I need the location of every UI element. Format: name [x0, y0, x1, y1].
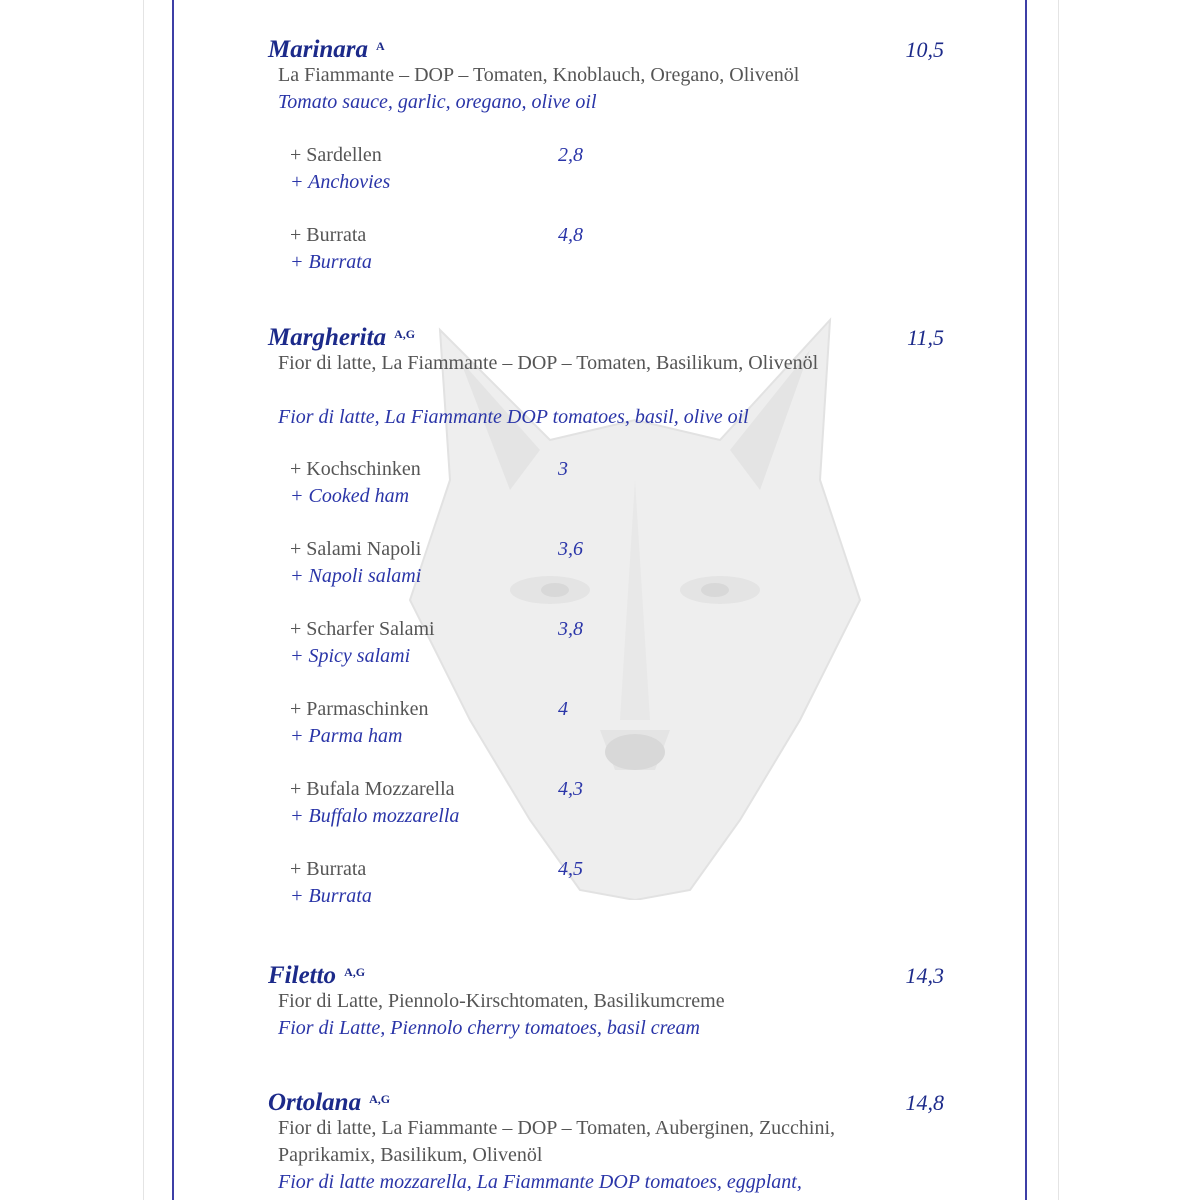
addon-label-de: + Bufala Mozzarella: [290, 778, 455, 800]
addon-label-en: + Cooked ham: [290, 485, 410, 507]
item-description-en: Fior di latte, La Fiammante DOP tomatoes, basil, olive oil: [278, 406, 749, 428]
item-name: Marinara: [268, 36, 369, 63]
allergen-codes: A,G: [369, 1092, 391, 1106]
item-price: 14,8: [905, 1090, 944, 1115]
item-description-de: Fior di latte, La Fiammante – DOP – Tomaten, Auberginen, Zucchini, Paprikamix, Basilikum, Olivenöl: [278, 1117, 836, 1166]
item-description-de: Fior di Latte, Piennolo-Kirschtomaten, Basilikumcreme: [278, 990, 725, 1012]
item-description-en: Fior di Latte, Piennolo cherry tomatoes, basil cream: [278, 1017, 700, 1039]
addon-price: 4: [558, 698, 568, 720]
addon-cooked-ham: [290, 456, 610, 510]
item-description-de: Fior di latte, La Fiammante – DOP – Tomaten, Basilikum, Olivenöl: [278, 352, 819, 374]
item-description-en: Fior di latte mozzarella, La Fiammante DOP tomatoes, eggplant,: [278, 1171, 802, 1193]
addon-label-de: + Parmaschinken: [290, 698, 429, 720]
addon-label-en: + Anchovies: [290, 171, 391, 193]
item-price: 10,5: [905, 37, 944, 62]
addon-label-de: + Sardellen: [290, 144, 382, 166]
addon-anchovies: [290, 142, 610, 196]
addon-price: 2,8: [558, 144, 583, 166]
item-name: Margherita: [268, 324, 387, 351]
allergen-codes: A: [376, 39, 385, 53]
addon-label-en: + Napoli salami: [290, 565, 422, 587]
addon-label-en: + Buffalo mozzarella: [290, 805, 460, 827]
item-price: 14,3: [905, 963, 944, 988]
addon-price: 3,8: [558, 618, 583, 640]
addon-label-de: + Burrata: [290, 858, 367, 880]
addon-price: 3: [558, 458, 568, 480]
addon-spicy-salami: [290, 616, 610, 670]
addon-price: 3,6: [558, 538, 583, 560]
addon-price: 4,3: [558, 778, 583, 800]
addon-label-en: + Burrata: [290, 251, 372, 273]
addon-label-en: + Spicy salami: [290, 645, 411, 667]
addon-napoli-salami: [290, 536, 610, 590]
allergen-codes: A,G: [344, 965, 366, 979]
addon-burrata-2: [290, 856, 610, 910]
item-description-de: La Fiammante – DOP – Tomaten, Knoblauch, Oregano, Olivenöl: [278, 64, 800, 86]
addon-label-de: + Kochschinken: [290, 458, 421, 480]
addon-parma-ham: [290, 696, 610, 750]
addon-label-en: + Burrata: [290, 885, 372, 907]
addon-price: 4,5: [558, 858, 583, 880]
item-price: 11,5: [907, 325, 944, 350]
item-name: Ortolana: [268, 1089, 362, 1116]
item-description-en: Tomato sauce, garlic, oregano, olive oil: [278, 91, 597, 113]
addon-label-de: + Burrata: [290, 224, 367, 246]
allergen-codes: A,G: [394, 327, 416, 341]
addon-buffalo-mozzarella: [290, 776, 610, 830]
addon-label-en: + Parma ham: [290, 725, 403, 747]
addon-burrata: [290, 222, 610, 276]
item-name: Filetto: [268, 962, 337, 989]
addon-label-de: + Salami Napoli: [290, 538, 422, 560]
addon-price: 4,8: [558, 224, 583, 246]
addon-label-de: + Scharfer Salami: [290, 618, 435, 640]
